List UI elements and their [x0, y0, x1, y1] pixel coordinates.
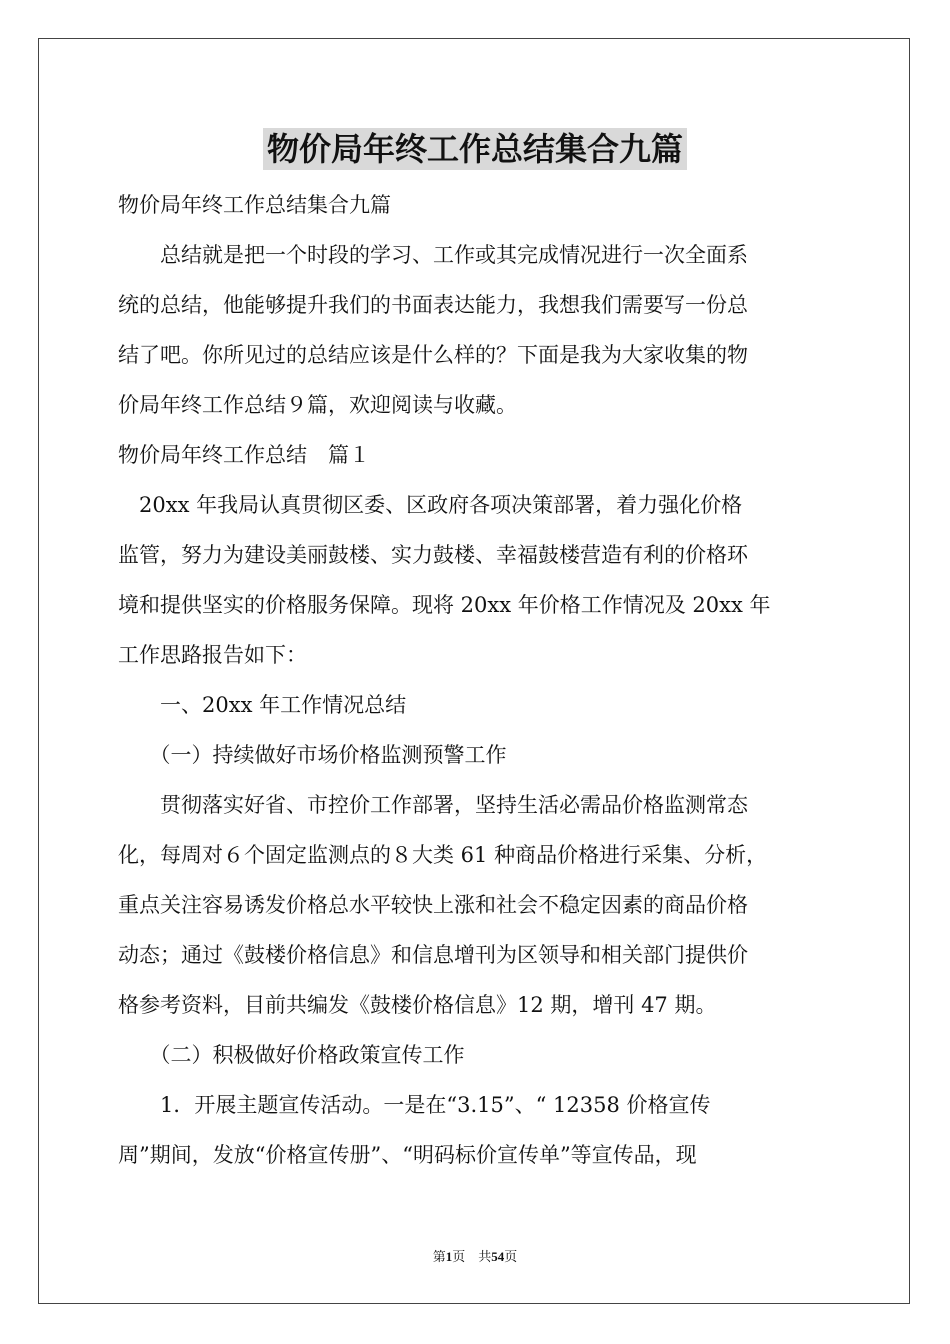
subsection-heading: 一、20xx 年工作情况总结 — [118, 693, 407, 717]
document-title: 物价局年终工作总结集合九篇 — [263, 128, 687, 170]
paragraph-line: 价局年终工作总结９篇，欢迎阅读与收藏。 — [118, 393, 517, 417]
document-body — [118, 180, 838, 1180]
paragraph-line: 贯彻落实好省、市控价工作部署，坚持生活必需品价格监测常态 — [118, 793, 748, 817]
paragraph-line: 监管，努力为建设美丽鼓楼、实力鼓楼、幸福鼓楼营造有利的价格环 — [118, 543, 748, 567]
paragraph-line: 周”期间，发放“价格宣传册”、“明码标价宣传单”等宣传品，现 — [118, 1143, 697, 1167]
paragraph-line: 1．开展主题宣传活动。一是在“3.15”、“ 12358 价格宣传 — [118, 1093, 711, 1117]
paragraph-line: 动态；通过《鼓楼价格信息》和信息增刊为区领导和相关部门提供价 — [118, 943, 748, 967]
page-suffix: 页 共 — [452, 1249, 492, 1264]
total-pages: 54 — [491, 1249, 505, 1264]
subsection-heading: （二）积极做好价格政策宣传工作 — [118, 1043, 465, 1067]
paragraph-line: 总结就是把一个时段的学习、工作或其完成情况进行一次全面系 — [118, 243, 748, 267]
page-prefix: 第 — [432, 1249, 446, 1264]
paragraph-line: 境和提供坚实的价格服务保障。现将 20xx 年价格工作情况及 20xx 年 — [118, 593, 771, 617]
total-suffix: 页 — [504, 1249, 518, 1264]
paragraph-line: 结了吧。你所见过的总结应该是什么样的？下面是我为大家收集的物 — [118, 343, 748, 367]
subsection-heading: （一）持续做好市场价格监测预警工作 — [118, 743, 507, 767]
paragraph-line: 重点关注容易诱发价格总水平较快上涨和社会不稳定因素的商品价格 — [118, 893, 748, 917]
page-footer — [0, 1246, 950, 1265]
paragraph-line: 20xx 年我局认真贯彻区委、区政府各项决策部署，着力强化价格 — [118, 493, 743, 517]
section-heading: 物价局年终工作总结 篇１ — [118, 443, 370, 467]
paragraph-line: 工作思路报告如下： — [118, 643, 307, 667]
subtitle-line: 物价局年终工作总结集合九篇 — [118, 193, 391, 217]
paragraph-line: 格参考资料，目前共编发《鼓楼价格信息》12 期，增刊 47 期。 — [118, 993, 717, 1017]
title-container — [0, 128, 950, 170]
paragraph-line: 化，每周对６个固定监测点的８大类 61 种商品价格进行采集、分析， — [118, 843, 768, 867]
paragraph-line: 统的总结，他能够提升我们的书面表达能力，我想我们需要写一份总 — [118, 293, 748, 317]
page-number: 1 — [445, 1249, 453, 1264]
